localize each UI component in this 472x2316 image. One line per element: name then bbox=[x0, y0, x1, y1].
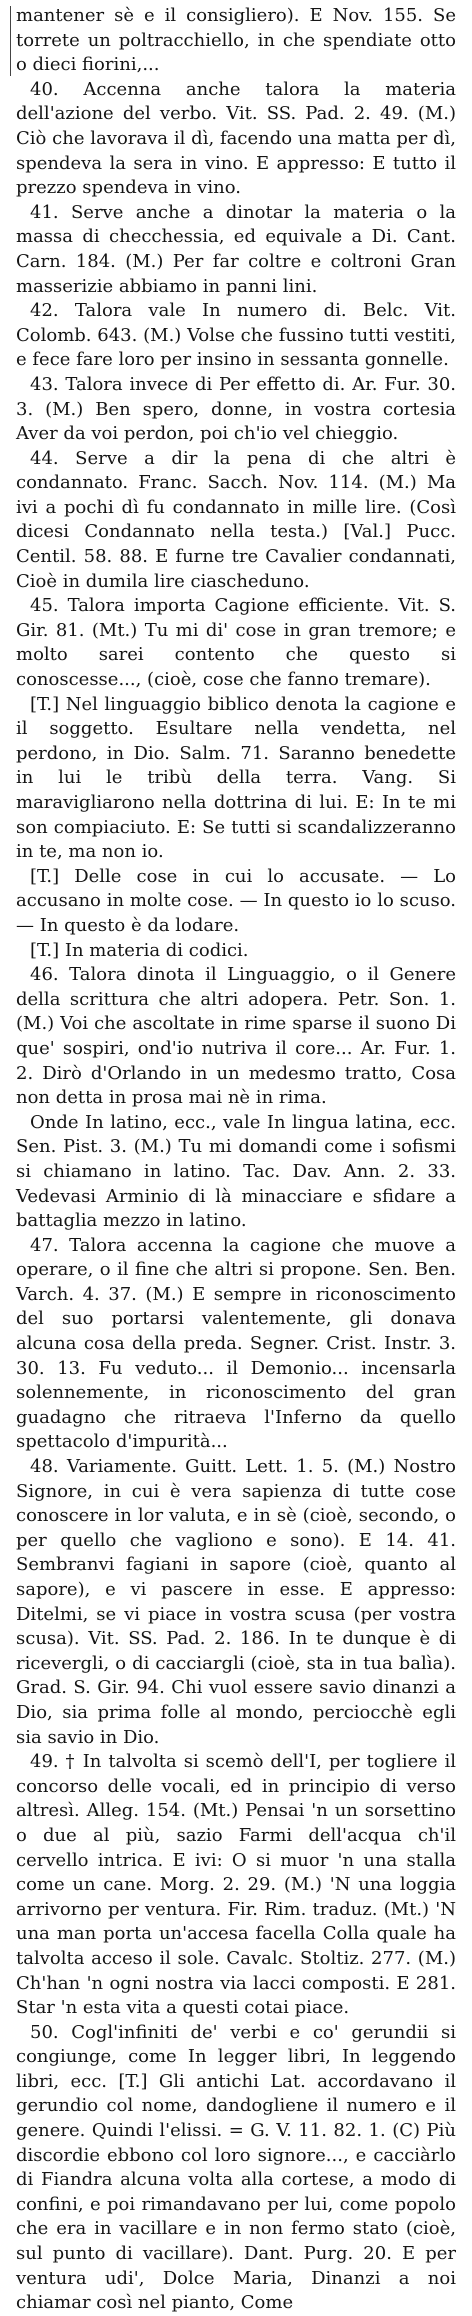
entry-41: 41. Serve anche a dinotar la materia o la massa di checchessia, ed equivale a Di. Cant. Carn. 184. (M.) Per far coltre e coltroni Gran masserizie abbiamo in panni lini. bbox=[16, 201, 456, 297]
entry-43: 43. Talora invece di Per effetto di. Ar. Fur. 30. 3. (M.) Ben spero, donne, in vostra cortesia Aver da voi perdon, poi ch'io vel chieggio. bbox=[16, 373, 456, 445]
entry-46: 46. Talora dinota il Linguaggio, o il Genere della scrittura che altri adopera. Petr. Son. 1. (M.) Voi che ascoltate in rime sparse il suono Di que' sospiri, ond'io nutriva il core... Ar. Fur. 1. 2. Dirò d'Orlando in un medesmo tratto, Cosa non detta in prosa mai nè in rima. bbox=[16, 964, 456, 1109]
entry-t-accusate: [T.] Delle cose in cui lo accusate. — Lo accusano in molte cose. — In questo io lo scuso. — In questo è da lodare. bbox=[16, 865, 456, 936]
entry-48: 48. Variamente. Guitt. Lett. 1. 5. (M.) Nostro Signore, in cui è vera sapienza di tutte cose conoscere in lor valuta, e in sè (cioè, secondo, o per quello che vagliono e sono). E 14. 41. Sembranvi fagiani in sapore (cioè, quanto al sapore), e vi pascere in esse. E appresso: Ditelmi, se vi piace in vostra scusa (per vostra scusa). Vit. SS. Pad. 2. 186. In te dunque è di ricevergli, o di cacciargli (cioè, sta in tua balìa). Grad. S. Gir. 94. Chi vuol essere savio dinanzi a Dio, sia prima folle al mondo, perciocchè egli sia savio in Dio. bbox=[16, 1456, 456, 1748]
entry-t-biblical: [T.] Nel linguaggio biblico denota la cagione e il soggetto. Esultare nella vendetta, nel perdono, in Dio. Salm. 71. Saranno benedette in lui le tribù della terra. Vang. Si maravigliarono nella dottrina di lui. E: In te mi son compiaciuto. E: Se tutti si scandalizzeranno in te, ma non io. bbox=[16, 693, 456, 863]
entry-47: 47. Talora accenna la cagione che muove a operare, o il fine che altri si propone. Sen. Ben. Varch. 4. 37. (M.) E sempre in riconoscimento del suo portarsi valentemente, gli donava alcuna cosa della preda. Segner. Crist. Instr. 3. 30. 13. Fu veduto... il Demonio... incensarla solennemente, in riconoscimento del gran guadagno che ritraeva l'Inferno da quello spettacolo d'impurità... bbox=[16, 1234, 456, 1453]
entry-40: 40. Accenna anche talora la materia dell'azione del verbo. Vit. SS. Pad. 2. 49. (M.) Ciò che lavorava il dì, facendo una matta per dì, spendeva la sera in vino. E appresso: E tutto il prezzo spendeva in vino. bbox=[16, 78, 456, 199]
entry-50: 50. Cogl'infiniti de' verbi e co' gerundii si congiunge, come In legger libri, In leggendo libri, ecc. [T.] Gli antichi Lat. accordavano il gerundio col nome, dandogliene il numero e il genere. Quindi l'elissi. = G. V. 11. 82. 1. (C) Più discordie ebbono col loro signore..., e cacciàrlo di Fiandra alcuna volta alla cortese, a modo di confini, e poi rimandavano per lui, come popolo che era in vacillare e in non fermo stato (cioè, sul punto di vacillare). Dant. Purg. 20. E per ventura udi', Dolce Maria, Dinanzi a noi chiamar così nel pianto, Come bbox=[16, 2021, 456, 2314]
entry-42: 42. Talora vale In numero di. Belc. Vit. Colomb. 643. (M.) Volse che fussino tutti vestiti, e fece fare loro per insino in sessanta gonnelle. bbox=[16, 300, 456, 371]
entry-44: 44. Serve a dir la pena di che altri è condannato. Franc. Sacch. Nov. 114. (M.) Ma ivi a pochi dì fu condannato in mille lire. (Così dicesi Condannato nella testa.) [Val.] Pucc. Centil. 58. 88. E furne tre Cavalier condannati, Cioè in dumila lire ciascheduno. bbox=[16, 447, 456, 592]
margin-rule bbox=[10, 6, 11, 76]
entry-49: 49. † In talvolta si scemò dell'I, per togliere il concorso delle vocali, ed in principio di verso altresì. Alleg. 154. (Mt.) Pensai 'n un sorsettino o due al più, sazio Farmi dell'acqua ch'il cervello intrica. E ivi: O si muor 'n una stalla come un cane. Morg. 2. 29. (M.) 'N una loggia arrivorno per ventura. Fir. Rim. traduz. (Mt.) 'N una man porta un'accesa facella Colla quale ha talvolta acceso il sole. Cavalc. Stoltiz. 277. (M.) Ch'han 'n ogni nostra via lacci composti. E 281. Star 'n esta vita a questi cotai piace. bbox=[16, 1751, 456, 2019]
entry-t-codici: [T.] In materia di codici. bbox=[30, 939, 249, 961]
entry-45: 45. Talora importa Cagione efficiente. Vit. S. Gir. 81. (Mt.) Tu mi di' cose in gran tremore; e molto sarei contento che questo si conoscesse..., (cioè, cose che fanno tremare). bbox=[16, 595, 456, 691]
entry-onde-latino: Onde In latino, ecc., vale In lingua latina, ecc. Sen. Pist. 3. (M.) Tu mi domandi come i sofismi si chiamano in latino. Tac. Dav. Ann. 2. 33. Vedevasi Arminio di là minacciare e sfidare a battaglia mezzo in latino. bbox=[16, 1111, 456, 1232]
paragraph-continuation: mantener sè e il consigliero). E Nov. 155. Se torrete un poltracchiello, in che spendiate otto o dieci fiorini,... bbox=[16, 5, 456, 76]
